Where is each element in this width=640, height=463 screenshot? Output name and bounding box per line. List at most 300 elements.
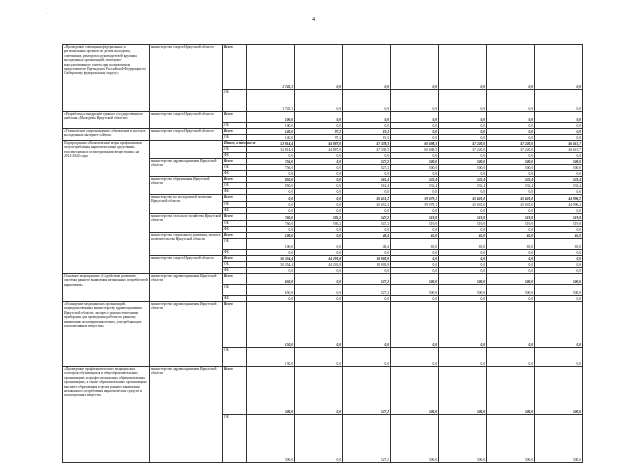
measure-description: «Проведение профилактических медицинских осмотров обучающихся в общеобразовательных организациях и профессиональных образовательных организациях, а также образовательных организациях высшего образования в целях раннего выявления незаконного потребления наркотических средств и психотропных веществ» (63, 367, 150, 463)
amount-cell: 44 291,8 (295, 262, 343, 268)
amount-cell: 0,0 (439, 90, 487, 112)
amount-cell: 19,3 (343, 135, 391, 141)
amount-cell: 65,0 (535, 233, 583, 239)
amount-cell: 561,4 (343, 177, 391, 183)
amount-cell: 0,0 (439, 348, 487, 367)
amount-cell: 48,4 (343, 239, 391, 250)
amount-cell: 0,0 (295, 189, 343, 195)
table-row (63, 112, 583, 123)
amount-cell: 0,0 (439, 112, 487, 123)
table-row (63, 302, 583, 348)
amount-cell: 0,0 (535, 296, 583, 302)
funding-source: ОБ (223, 221, 247, 227)
funding-source: ОБ (223, 202, 247, 208)
executor-cell: министерство здравоохранения Иркутской области (150, 367, 223, 463)
funding-source: ФБ (223, 296, 247, 302)
amount-cell: 547,2 (343, 221, 391, 227)
amount-cell: 0,0 (295, 367, 343, 415)
amount-cell: 0,0 (247, 202, 295, 208)
amount-cell: 760,0 (247, 221, 295, 227)
amount-cell: 500,0 (535, 159, 583, 165)
amount-cell: 0,0 (295, 183, 343, 189)
amount-cell: 0,0 (295, 268, 343, 274)
amount-cell: 500,0 (535, 415, 583, 463)
amount-cell: 0,0 (439, 256, 487, 262)
amount-cell: 18 903,9 (343, 262, 391, 268)
amount-cell: 0,0 (487, 189, 535, 195)
amount-cell: 0,0 (535, 208, 583, 214)
measure-description: «Оснащение медицинских организаций, подведомственных министерству здравоохранения Иркутской области, экспресс-диагностическими приборами для проведения работы по раннему выявлению несовершеннолетних, употребляющих психоактивные вещества» (63, 302, 150, 367)
amount-cell: 519,8 (439, 221, 487, 227)
amount-cell: 0,0 (535, 129, 583, 135)
funding-source: ОБ (223, 239, 247, 250)
amount-cell: 0,0 (535, 348, 583, 367)
executor-cell: министерство здравоохранения Иркутской области (150, 274, 223, 302)
amount-cell: 500,0 (391, 274, 439, 285)
executor-cell: министерство спорта Иркутской области (150, 129, 223, 141)
amount-cell: 650,0 (247, 274, 295, 285)
amount-cell: 0,0 (439, 45, 487, 90)
amount-cell: 100,0 (247, 239, 295, 250)
funding-source: ОБ (223, 183, 247, 189)
amount-cell: 26 651,2 (343, 195, 391, 202)
amount-cell: 47 220,0 (487, 141, 535, 147)
amount-cell: 533,4 (535, 177, 583, 183)
amount-cell: 0,0 (535, 262, 583, 268)
amount-cell: 500,0 (487, 274, 535, 285)
amount-cell: 52 814,4 (247, 147, 295, 153)
table-row (63, 367, 583, 415)
executor-cell: министерство социального развития, опеки и попечительства Иркутской области (150, 233, 223, 256)
amount-cell: 0,0 (343, 153, 391, 159)
amount-cell: 0,0 (487, 268, 535, 274)
amount-cell: 46 615,7 (535, 147, 583, 153)
amount-cell: 527,2 (343, 367, 391, 415)
amount-cell: 0,0 (295, 177, 343, 183)
amount-cell: 0,0 (247, 296, 295, 302)
amount-cell: 45 601,8 (439, 195, 487, 202)
amount-cell: 100,0 (247, 233, 295, 239)
amount-cell: 561,4 (343, 183, 391, 189)
amount-cell: 59 079,1 (391, 202, 439, 208)
amount-cell: 527,2 (343, 165, 391, 171)
amount-cell: 0,0 (391, 123, 439, 129)
amount-cell: 0,0 (535, 171, 583, 177)
funding-source: Всего (223, 129, 247, 135)
amount-cell: 0,0 (391, 208, 439, 214)
amount-cell: 0,0 (295, 233, 343, 239)
funding-source: ОБ (223, 135, 247, 141)
amount-cell: 100,0 (247, 112, 295, 123)
table-row (63, 274, 583, 285)
amount-cell: 0,0 (295, 153, 343, 159)
measure-description: «Разработка и внедрение единого государственного шаблона «Молодежь Иркутской области» (63, 112, 150, 129)
funding-source: Всего (223, 302, 247, 348)
measure-description: Подпрограмма «Комплексные меры профилактики злоупотребления наркотическими средствами, токсическими и психотропными веществами» на 2014-2020 годы (63, 141, 150, 274)
amount-cell: 0,0 (391, 256, 439, 262)
funding-source: ФБ (223, 153, 247, 159)
amount-cell: 500,0 (439, 285, 487, 296)
amount-cell: 500,0 (535, 165, 583, 171)
amount-cell: 500,0 (391, 367, 439, 415)
funding-source: ОБ (223, 415, 247, 463)
amount-cell: 500,0 (487, 285, 535, 296)
amount-cell: 0,0 (295, 285, 343, 296)
amount-cell: 519,8 (535, 214, 583, 221)
amount-cell: 0,0 (535, 153, 583, 159)
amount-cell: 0,0 (535, 227, 583, 233)
amount-cell: 0,0 (295, 159, 343, 165)
amount-cell: 65,0 (391, 239, 439, 250)
amount-cell: 47 220,0 (439, 141, 487, 147)
amount-cell: 0,0 (391, 135, 439, 141)
amount-cell: 0,0 (391, 348, 439, 367)
executor-cell: министерство спорта Иркутской области (150, 112, 223, 129)
amount-cell: 0,0 (535, 268, 583, 274)
amount-cell: 0,0 (295, 171, 343, 177)
amount-cell: 0,0 (439, 227, 487, 233)
amount-cell: 500,0 (535, 367, 583, 415)
executor-cell: министерство спорта Иркутской области (150, 256, 223, 274)
amount-cell: 527,2 (343, 415, 391, 463)
amount-cell: 0,0 (535, 45, 583, 90)
amount-cell: 0,0 (295, 274, 343, 285)
amount-cell: 0,0 (535, 135, 583, 141)
amount-cell: 0,0 (487, 123, 535, 129)
amount-cell: 0,0 (343, 302, 391, 348)
amount-cell: 519,8 (391, 214, 439, 221)
amount-cell: 97,2 (295, 135, 343, 141)
amount-cell: 0,0 (391, 268, 439, 274)
funding-source: ФБ (223, 189, 247, 195)
funding-source: Итого, в том числе (224, 141, 256, 145)
funding-source: Всего (223, 159, 247, 165)
amount-cell: 0,0 (343, 296, 391, 302)
amount-cell: 533,4 (391, 177, 439, 183)
measure-description: «Проведение совещания федеральных и региональных органов по делам молодежи, советников, ректоров и руководителей крупных молодежных организаций, экспертно-консультативного совета при полномочном представителе Президента Российской Федерации по Сибирскому федеральному округу» (63, 45, 150, 112)
executor-cell: министерство образования Иркутской области (150, 177, 223, 195)
amount-cell: 0,0 (391, 250, 439, 256)
amount-cell: 0,0 (247, 250, 295, 256)
amount-cell: 0,0 (535, 112, 583, 123)
funding-source: Всего (223, 256, 247, 262)
amount-cell: 0,0 (535, 189, 583, 195)
funding-source: Всего (223, 214, 247, 221)
amount-cell: 500,0 (391, 415, 439, 463)
amount-cell: 1 745,1 (247, 90, 295, 112)
executor-cell: министерство сельского хозяйства Иркутской области (150, 214, 223, 233)
amount-cell: 500,0 (391, 285, 439, 296)
funding-source: ФБ (223, 227, 247, 233)
amount-cell: 0,0 (295, 123, 343, 129)
amount-cell: 65,0 (391, 233, 439, 239)
amount-cell: 60 698,3 (391, 141, 439, 147)
amount-cell: 0,0 (487, 227, 535, 233)
table-row (63, 45, 583, 90)
amount-cell: 850,0 (247, 177, 295, 183)
amount-cell: 500,0 (535, 274, 583, 285)
funding-source: ФБ (223, 208, 247, 214)
amount-cell: 0,0 (535, 90, 583, 112)
amount-cell: 47 220,0 (487, 147, 535, 153)
amount-cell: 0,0 (535, 123, 583, 129)
funding-source: Всего (223, 195, 247, 202)
amount-cell: 0,0 (343, 123, 391, 129)
amount-cell: 527,2 (343, 159, 391, 165)
amount-cell: 150,0 (247, 302, 295, 348)
amount-cell: 50 354,4 (247, 262, 295, 268)
amount-cell: 527,2 (343, 274, 391, 285)
amount-cell: 519,8 (439, 214, 487, 221)
amount-cell: 140,0 (247, 135, 295, 141)
amount-cell: 0,0 (391, 302, 439, 348)
amount-cell: 533,4 (487, 177, 535, 183)
amount-cell: 500,0 (439, 274, 487, 285)
amount-cell: 500,0 (487, 415, 535, 463)
amount-cell: 0,0 (295, 239, 343, 250)
amount-cell: 0,0 (439, 123, 487, 129)
amount-cell: 47 339,3 (343, 141, 391, 147)
amount-cell: 519,8 (391, 221, 439, 227)
amount-cell: 0,0 (487, 129, 535, 135)
amount-cell: 46 615,7 (535, 141, 583, 147)
amount-cell: 0,0 (439, 268, 487, 274)
amount-cell: 65,0 (487, 239, 535, 250)
funding-source: ОБ (223, 285, 247, 296)
amount-cell: 0,0 (439, 153, 487, 159)
amount-cell: 500,0 (535, 285, 583, 296)
amount-cell: 0,0 (439, 129, 487, 135)
amount-cell: 0,0 (487, 135, 535, 141)
amount-cell: 0,0 (343, 45, 391, 90)
amount-cell: 0,0 (343, 90, 391, 112)
page-number: 4 (312, 17, 315, 23)
amount-cell: 0,0 (391, 227, 439, 233)
funding-source: ФБ (223, 171, 247, 177)
amount-cell: 0,0 (247, 227, 295, 233)
amount-cell: 0,0 (439, 250, 487, 256)
funding-source: ОБ (223, 90, 247, 112)
amount-cell: 500,0 (247, 367, 295, 415)
amount-cell: 0,0 (295, 208, 343, 214)
amount-cell: 0,0 (343, 171, 391, 177)
amount-cell: 500,0 (487, 367, 535, 415)
amount-cell: 0,0 (295, 250, 343, 256)
amount-cell: 0,0 (487, 45, 535, 90)
amount-cell: 0,0 (535, 302, 583, 348)
funding-source: ОБ (223, 165, 247, 171)
amount-cell: 0,0 (487, 112, 535, 123)
amount-cell: 533,4 (439, 183, 487, 189)
amount-cell: 0,0 (391, 45, 439, 90)
amount-cell: 0,0 (391, 153, 439, 159)
funding-source: ОБ (223, 123, 247, 129)
amount-cell: 44 887,0 (295, 141, 343, 147)
amount-cell: 756,0 (247, 165, 295, 171)
amount-cell: 0,0 (487, 262, 535, 268)
amount-cell: 519,8 (535, 221, 583, 227)
amount-cell: 0,0 (343, 227, 391, 233)
scan-mark: · (46, 12, 48, 17)
amount-cell: 500,0 (439, 159, 487, 165)
amount-cell: 0,0 (391, 296, 439, 302)
funding-source: ОБ (223, 348, 247, 367)
amount-cell: 756,0 (247, 159, 295, 165)
amount-cell: 97,2 (295, 129, 343, 135)
executor-cell: министерство здравоохранения Иркутской области (150, 159, 223, 177)
amount-cell: 0,0 (439, 135, 487, 141)
budget-table (62, 44, 583, 463)
funding-source: ФБ (223, 268, 247, 274)
amount-cell: 0,0 (487, 153, 535, 159)
amount-cell: 0,0 (535, 250, 583, 256)
amount-cell: 533,4 (391, 183, 439, 189)
amount-cell: 0,0 (295, 202, 343, 208)
amount-cell: 44 887,0 (295, 147, 343, 153)
amount-cell: 0,0 (343, 348, 391, 367)
amount-cell: 650,0 (247, 285, 295, 296)
amount-cell: 527,2 (343, 285, 391, 296)
amount-cell: 547,2 (343, 214, 391, 221)
amount-cell: 0,0 (295, 227, 343, 233)
amount-cell: 500,0 (391, 165, 439, 171)
amount-cell: 500,0 (439, 367, 487, 415)
amount-cell: 45 601,8 (487, 195, 535, 202)
amount-cell: 65,0 (439, 233, 487, 239)
amount-cell: 500,0 (487, 159, 535, 165)
amount-cell: 0,0 (343, 189, 391, 195)
amount-cell: 0,0 (295, 195, 343, 202)
amount-cell: 0,0 (439, 208, 487, 214)
amount-cell: 45 601,8 (487, 202, 535, 208)
amount-cell: 0,0 (487, 302, 535, 348)
amount-cell: 760,0 (247, 214, 295, 221)
amount-cell: 44 996,2 (535, 195, 583, 202)
amount-cell: 0,0 (295, 348, 343, 367)
amount-cell: 0,0 (247, 268, 295, 274)
amount-cell: 0,0 (439, 296, 487, 302)
amount-cell: 0,0 (343, 112, 391, 123)
amount-cell: 0,0 (343, 268, 391, 274)
amount-cell: 60 698,3 (391, 147, 439, 153)
amount-cell: 0,0 (343, 250, 391, 256)
amount-cell: 595,2 (295, 214, 343, 221)
amount-cell: 0,0 (487, 256, 535, 262)
amount-cell: 52 814,4 (247, 141, 295, 147)
amount-cell: 595,2 (295, 221, 343, 227)
amount-cell: 500,0 (247, 415, 295, 463)
amount-cell: 0,0 (487, 171, 535, 177)
amount-cell: 0,0 (247, 208, 295, 214)
executor-cell: министерство по молодежной политике Иркутской области (150, 195, 223, 214)
amount-cell: 0,0 (295, 165, 343, 171)
measure-description: Основное мероприятие «Содействие развитию системы раннего выявления незаконных потребителей наркотиков» (63, 274, 150, 302)
amount-cell: 0,0 (535, 256, 583, 262)
amount-cell: 0,0 (247, 195, 295, 202)
amount-cell: 150,0 (247, 348, 295, 367)
amount-cell: 500,0 (487, 165, 535, 171)
executor-cell: министерство здравоохранения Иркутской области (150, 302, 223, 367)
amount-cell: 519,8 (487, 221, 535, 227)
amount-cell: 65,0 (535, 239, 583, 250)
amount-cell: 0,0 (295, 415, 343, 463)
funding-source: ОБ (223, 262, 247, 268)
amount-cell: 500,0 (391, 159, 439, 165)
amount-cell: 0,0 (487, 348, 535, 367)
funding-source: Всего (223, 274, 247, 285)
funding-source: ОБ (223, 147, 247, 153)
amount-cell: 0,0 (295, 45, 343, 90)
amount-cell: 47 220,0 (439, 147, 487, 153)
amount-cell: 18 903,9 (343, 256, 391, 262)
funding-source: Всего (223, 367, 247, 415)
amount-cell: 59 079,1 (391, 195, 439, 202)
amount-cell: 0,0 (391, 171, 439, 177)
executor-cell (150, 141, 223, 159)
amount-cell: 0,0 (439, 171, 487, 177)
amount-cell: 0,0 (295, 302, 343, 348)
funding-source: Всего (223, 45, 247, 90)
amount-cell: 0,0 (391, 189, 439, 195)
amount-cell: 0,0 (439, 189, 487, 195)
amount-cell: 19,3 (343, 129, 391, 135)
amount-cell: 519,8 (487, 214, 535, 221)
amount-cell: 0,0 (391, 90, 439, 112)
amount-cell: 0,0 (487, 250, 535, 256)
amount-cell: 45 601,8 (439, 202, 487, 208)
amount-cell: 0,0 (487, 90, 535, 112)
amount-cell: 0,0 (295, 112, 343, 123)
executor-cell: министерство спорта Иркутской области (150, 45, 223, 112)
amount-cell: 850,0 (247, 183, 295, 189)
amount-cell: 0,0 (295, 296, 343, 302)
amount-cell: 533,4 (487, 183, 535, 189)
amount-cell: 500,0 (439, 165, 487, 171)
amount-cell: 0,0 (343, 208, 391, 214)
amount-cell: 0,0 (439, 302, 487, 348)
amount-cell: 0,0 (439, 262, 487, 268)
amount-cell: 65,0 (439, 239, 487, 250)
amount-cell: 500,0 (439, 415, 487, 463)
amount-cell: 0,0 (487, 296, 535, 302)
amount-cell: 533,4 (439, 177, 487, 183)
amount-cell: 0,0 (247, 189, 295, 195)
amount-cell: 0,0 (247, 171, 295, 177)
amount-cell: 1 745,1 (247, 45, 295, 90)
amount-cell: 44 291,8 (295, 256, 343, 262)
amount-cell: 0,0 (391, 112, 439, 123)
amount-cell: 0,0 (391, 129, 439, 135)
amount-cell: 0,0 (247, 153, 295, 159)
funding-source: ФБ (223, 250, 247, 256)
amount-cell: 0,0 (487, 208, 535, 214)
amount-cell: 48,4 (343, 233, 391, 239)
amount-cell: 140,0 (247, 129, 295, 135)
amount-cell: 50 354,4 (247, 256, 295, 262)
amount-cell: 47 339,3 (343, 147, 391, 153)
amount-cell: 533,4 (535, 183, 583, 189)
amount-cell: 44 996,2 (535, 202, 583, 208)
amount-cell: 0,0 (391, 262, 439, 268)
funding-source: Всего (223, 177, 247, 183)
funding-source: Всего (223, 112, 247, 123)
amount-cell: 65,0 (487, 233, 535, 239)
amount-cell: 100,0 (247, 123, 295, 129)
funding-source: Всего (223, 233, 247, 239)
measure-description: «Техническое сопровождение, обновление и костыль молодежных интернет-сайтов» (63, 129, 150, 141)
amount-cell: 26 651,2 (343, 202, 391, 208)
amount-cell: 0,0 (295, 90, 343, 112)
